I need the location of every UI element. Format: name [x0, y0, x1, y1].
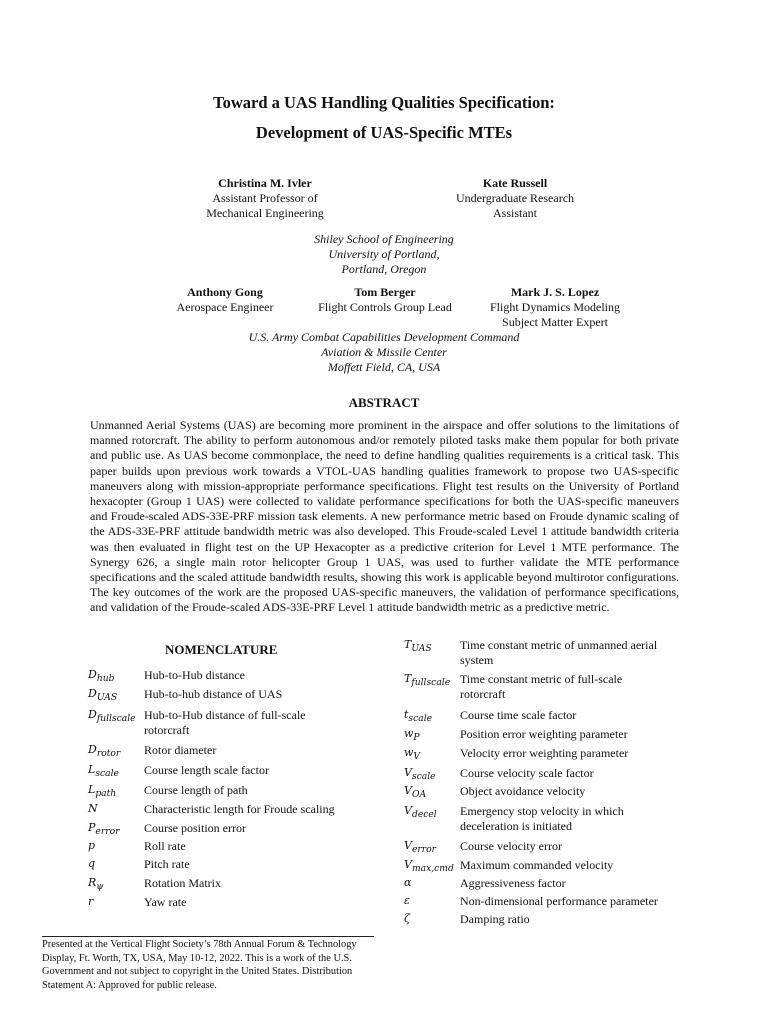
author-name: Kate Russell	[482, 176, 548, 190]
symbol: $t_{scale}$	[404, 708, 433, 725]
author-name: Anthony Gong	[187, 285, 263, 299]
author-name: Mark J. S. Lopez	[510, 285, 600, 299]
author-role: Undergraduate Research	[455, 191, 575, 205]
affiliation-line: Moffett Field, CA, USA	[327, 360, 441, 374]
symbol: $P_{error}$	[88, 821, 120, 838]
symbol: $L_{path}$	[88, 783, 117, 800]
definition: Rotor diameter	[144, 743, 217, 757]
affiliation-line: Portland, Oregon	[341, 262, 427, 276]
paper-title-line-2: Development of UAS-Specific MTEs	[255, 123, 513, 142]
symbol: $R_\psi$	[88, 876, 104, 893]
symbol: $D_{UAS}$	[88, 687, 118, 704]
symbol: $V_{OA}$	[404, 784, 427, 801]
author-role: Assistant	[492, 206, 537, 220]
definition: Course velocity error	[460, 839, 562, 853]
affiliation-line: Shiley School of Engineering	[314, 232, 454, 246]
symbol: α	[404, 876, 412, 889]
symbol: $D_{fullscale}$	[88, 708, 136, 725]
definition: Yaw rate	[144, 895, 187, 909]
paper-title-line-1: Toward a UAS Handling Qualities Specification:	[213, 93, 555, 112]
abstract-heading: ABSTRACT	[348, 395, 420, 410]
author-role: Assistant Professor of	[212, 191, 318, 205]
affiliation-line: U.S. Army Combat Capabilities Development Command	[248, 330, 520, 344]
definition: Object avoidance velocity	[460, 784, 586, 798]
symbol: r	[88, 895, 94, 908]
definition: Hub-to-hub distance of UAS	[144, 687, 283, 701]
symbol: ζ	[404, 912, 410, 925]
symbol: $D_{hub}$	[88, 668, 115, 685]
definition: Course length of path	[144, 783, 248, 797]
author-ivler	[180, 176, 350, 221]
definition: Time constant metric of full-scale rotorcraft	[460, 672, 623, 701]
definition: Rotation Matrix	[144, 876, 221, 890]
definition: Course time scale factor	[460, 708, 577, 722]
definition: Hub-to-Hub distance of full-scale rotorcraft	[144, 708, 306, 737]
definition: Emergency stop velocity in which deceleration is initiated	[460, 804, 624, 833]
symbol: $V_{decel}$	[404, 804, 437, 821]
affiliation-line: University of Portland,	[328, 247, 440, 261]
symbol: $w_P$	[404, 727, 420, 744]
definition: Roll rate	[144, 839, 186, 853]
symbol: $V_{max,cmd}$	[404, 858, 454, 875]
author-role: Aerospace Engineer	[176, 300, 274, 314]
nomenclature-heading: NOMENCLATURE	[165, 642, 278, 657]
author-role: Mechanical Engineering	[206, 206, 324, 220]
author-name: Tom Berger	[354, 285, 416, 299]
symbol: N	[88, 802, 98, 815]
affiliation-portland	[0, 232, 768, 277]
definition: Course length scale factor	[144, 763, 269, 777]
definition: Course velocity scale factor	[460, 766, 594, 780]
symbol: $T_{UAS}$	[404, 638, 432, 655]
author-lopez	[470, 285, 640, 330]
definition: Characteristic length for Froude scaling	[144, 802, 335, 816]
definition: Aggressiveness factor	[460, 876, 566, 890]
author-russell	[430, 176, 600, 221]
affiliation-line: Aviation & Missile Center	[321, 345, 447, 359]
author-name: Christina M. Ivler	[218, 176, 312, 190]
symbol: ε	[404, 894, 410, 907]
definition: Hub-to-Hub distance	[144, 668, 245, 682]
symbol: $L_{scale}$	[88, 763, 119, 780]
affiliation-army	[0, 330, 768, 375]
footnote-rule	[42, 936, 374, 937]
author-role: Flight Dynamics Modeling	[490, 300, 620, 314]
footnote: Presented at the Vertical Flight Society’s 78th Annual Forum & Technology Display, Ft. Worth, TX, USA, May 10-12, 2022. This is a work of the U.S. Government and not subject to copyright in the United States. Distribution Statement A: Approved for public release.	[42, 939, 357, 992]
symbol: $D_{rotor}$	[88, 743, 121, 760]
definition: Maximum commanded velocity	[460, 858, 614, 872]
abstract-body: Unmanned Aerial Systems (UAS) are becoming more prominent in the airspace and offer solutions to the limitations of manned rotorcraft. The ability to perform autonomous and/or remotely piloted tasks make them popular for both private and public use. As UAS become commonplace, the need to define handling qualities requirements is a critical task. This paper builds upon previous work towards a VTOL-UAS handling qualities framework to propose two UAS-specific maneuvers along with mission-appropriate performance specifications. Flight test results on the University of Portland hexacopter (Group 1 UAS) were collected to validate performance specifications for both the UAS-specific maneuvers and Froude-scaled ADS-33E-PRF mission task elements. A new performance metric based on Froude dynamic scaling of the ADS-33E-PRF attitude bandwidth metric was also developed. This Froude-scaled Level 1 attitude bandwidth criteria was then evaluated in flight test on the UP Hexacopter as a predictive criterion for Level 1 MTE performance. The Synergy 626, a single main rotor helicopter Group 1 UAS, was used to further validate the MTE performance specifications and the scaled attitude bandwidth results, showing this work is applicable beyond multirotor configurations. The key outcomes of the work are the proposed UAS-specific maneuvers, the validation of performance specifications, and validation of the Froude-scaled ADS-33E-PRF Level 1 attitude bandwidth metric as a predictive metric.	[90, 418, 679, 615]
symbol: q	[88, 857, 96, 870]
definition: Time constant metric of unmanned aerial system	[460, 638, 658, 667]
author-role: Subject Matter Expert	[502, 315, 608, 329]
definition: Pitch rate	[144, 857, 190, 871]
author-role: Flight Controls Group Lead	[318, 300, 452, 314]
definition: Velocity error weighting parameter	[460, 746, 629, 760]
author-berger	[295, 285, 475, 315]
definition: Position error weighting parameter	[460, 727, 628, 741]
symbol: p	[88, 839, 96, 852]
author-gong	[140, 285, 310, 315]
symbol: $V_{scale}$	[404, 766, 436, 783]
definition: Damping ratio	[460, 912, 530, 926]
definition: Non-dimensional performance parameter	[460, 894, 658, 908]
symbol: $V_{error}$	[404, 839, 437, 856]
symbol: $T_{fullscale}$	[404, 672, 451, 689]
definition: Course position error	[144, 821, 246, 835]
symbol: $w_V$	[404, 746, 421, 763]
